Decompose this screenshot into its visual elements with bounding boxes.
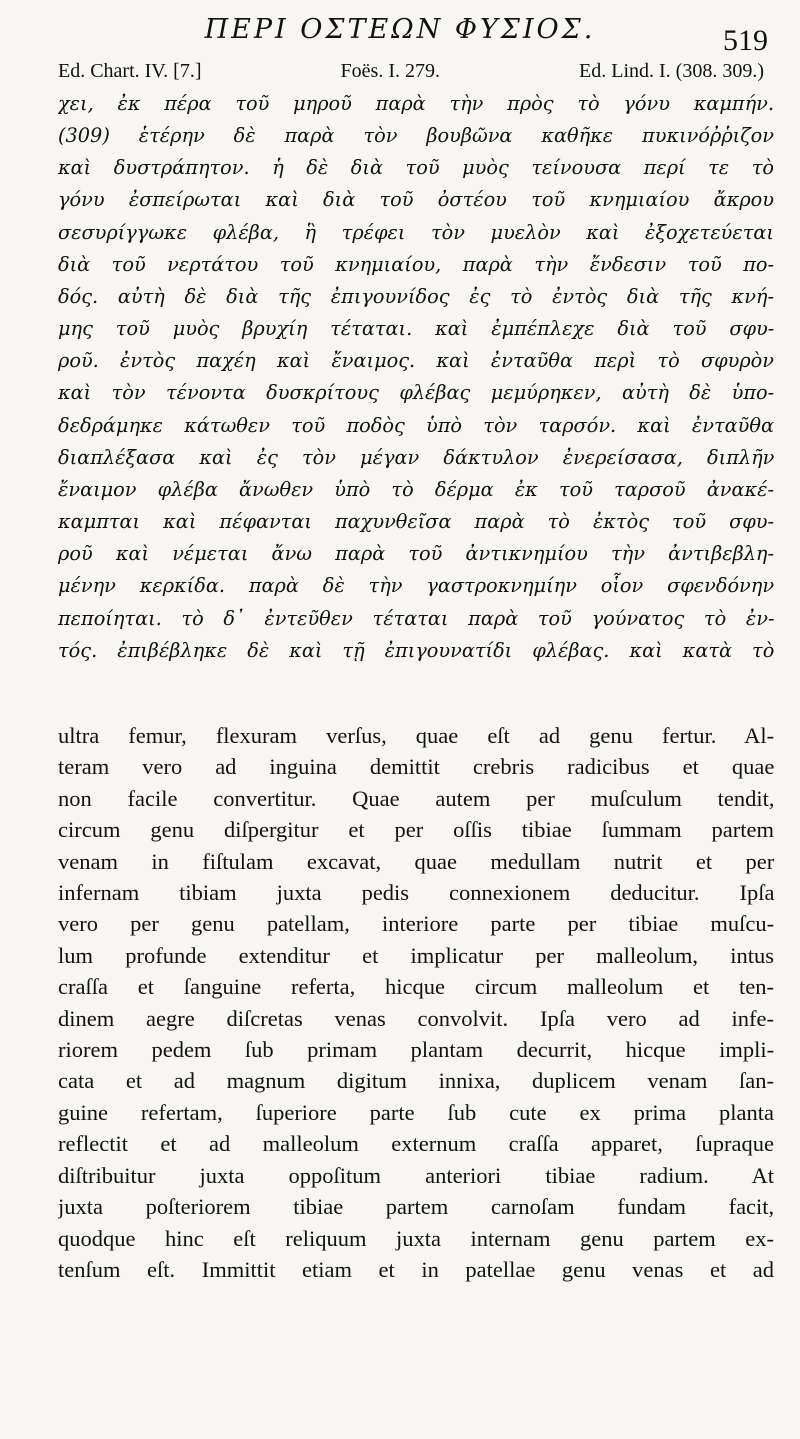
greek-line: διαπλέξασα καὶ ἐς τὸν μέγαν δάκτυλον ἐνερείσασα, διπλῆν — [58, 445, 774, 469]
greek-line: γόνυ ἐσπείρωται καὶ διὰ τοῦ ὀστέου τοῦ κνημιαίου ἄκρου — [58, 188, 774, 212]
greek-line: μης τοῦ μυὸς βρυχίη τέταται. καὶ ἐμπέπλεχε διὰ τοῦ σφυ- — [58, 317, 774, 341]
latin-line: non facile convertitur. Quae autem per muſculum tendit, — [58, 785, 774, 811]
latin-line: ultra femur, flexuram verſus, quae eſt ad genu fertur. Al- — [58, 723, 774, 748]
running-title: ΠΕΡΙ ΟΣΤΕΩΝ ΦΥΣΙΟΣ. — [204, 14, 596, 45]
latin-line: infernam tibiam juxta pedis connexionem deducitur. Ipſa — [58, 880, 774, 906]
greek-line: σεσυρίγγωκε φλέβα, ἣ τρέφει τὸν μυελὸν καὶ ἐξοχετεύεται — [58, 220, 774, 244]
greek-line: καὶ δυστράπητον. ἡ δὲ διὰ τοῦ μυὸς τείνουσα περί τε τὸ — [58, 156, 774, 180]
latin-line: diſtribuitur juxta oppoſitum anteriori tibiae radium. At — [58, 1162, 774, 1188]
chartier-edition-ref: Ed. Chart. IV. [7.] — [58, 60, 202, 82]
greek-line: τός. ἐπιβέβληκε δὲ καὶ τῇ ἐπιγουνατίδι φλέβας. καὶ κατὰ τὸ — [58, 638, 774, 662]
latin-line: vero per genu patellam, interiore parte per tibiae muſcu- — [58, 911, 774, 937]
greek-text-block — [58, 88, 774, 667]
foesius-edition-ref: Foës. I. 279. — [340, 60, 440, 82]
latin-line: riorem pedem ſub primam plantam decurrit, hicque impli- — [58, 1037, 774, 1063]
greek-line: ροῦ καὶ νέμεται ἄνω παρὰ τοῦ ἀντικνημίου τὴν ἀντιβεβλη- — [58, 542, 774, 566]
greek-line: (309) ἑτέρην δὲ παρὰ τὸν βουβῶνα καθῆκε πυκινόῤῥιζον — [58, 124, 774, 148]
greek-line: καὶ τὸν τένοντα δυσκρίτους φλέβας μεμύρηκεν, αὐτὴ δὲ ὑπο- — [58, 381, 774, 405]
latin-line: teram vero ad inguina demittit crebris radicibus et quae — [58, 754, 774, 780]
latin-line: venam in fiſtulam excavat, quae medullam nutrit et per — [58, 848, 774, 874]
latin-line: reflectit et ad malleolum externum craſſa apparet, ſupraque — [58, 1131, 774, 1157]
greek-line: μένην κερκίδα. παρὰ δὲ τὴν γαστροκνημίην οἷον σφενδόνην — [58, 574, 774, 598]
latin-line: dinem aegre diſcretas venas convolvit. Ipſa vero ad infe- — [58, 1005, 774, 1031]
greek-line: ἔναιμον φλέβα ἄνωθεν ὑπὸ τὸ δέρμα ἐκ τοῦ ταρσοῦ ἀνακέ- — [58, 477, 774, 501]
greek-line: πεποίηται. τὸ δ᾽ ἐντεῦθεν τέταται παρὰ τοῦ γούνατος τὸ ἐν- — [58, 606, 774, 630]
page-number: 519 — [723, 24, 768, 57]
greek-line: δεδράμηκε κάτωθεν τοῦ ποδὸς ὑπὸ τὸν ταρσόν. καὶ ἐνταῦθα — [58, 413, 774, 437]
linden-edition-ref: Ed. Lind. I. (308. 309.) — [579, 60, 764, 82]
page-header — [0, 14, 800, 57]
latin-line: guine refertam, ſuperiore parte ſub cute ex prima planta — [58, 1099, 774, 1125]
greek-line: δός. αὐτὴ δὲ διὰ τῆς ἐπιγουνίδος ἐς τὸ ἐντὸς διὰ τῆς κνή- — [58, 284, 774, 308]
latin-line: juxta poſteriorem tibiae partem carnoſam fundam facit, — [58, 1194, 774, 1220]
latin-text-block — [58, 720, 774, 1285]
greek-line: καμπται καὶ πέφανται παχυνθεῖσα παρὰ τὸ ἐκτὸς τοῦ σφυ- — [58, 510, 774, 534]
latin-line: quodque hinc eſt reliquum juxta internam genu partem ex- — [58, 1225, 774, 1251]
greek-line: ροῦ. ἐντὸς παχέη καὶ ἔναιμος. καὶ ἐνταῦθα περὶ τὸ σφυρὸν — [58, 349, 774, 373]
latin-line: cata et ad magnum digitum innixa, duplicem venam ſan- — [58, 1068, 774, 1094]
latin-line: circum genu diſpergitur et per oſſis tibiae ſummam partem — [58, 817, 774, 843]
latin-line: craſſa et ſanguine referta, hicque circum malleolum et ten- — [58, 974, 774, 1000]
latin-line: lum profunde extenditur et implicatur per malleolum, intus — [58, 942, 774, 968]
greek-line: χει, ἐκ πέρα τοῦ μηροῦ παρὰ τὴν πρὸς τὸ γόνυ καμπήν. — [58, 92, 774, 115]
edition-references — [58, 60, 764, 86]
latin-line: tenſum eſt. Immittit etiam et in patellae genu venas et ad — [58, 1256, 774, 1282]
greek-line: διὰ τοῦ νερτάτου τοῦ κνημιαίου, παρὰ τὴν ἔνδεσιν τοῦ πο- — [58, 252, 774, 276]
